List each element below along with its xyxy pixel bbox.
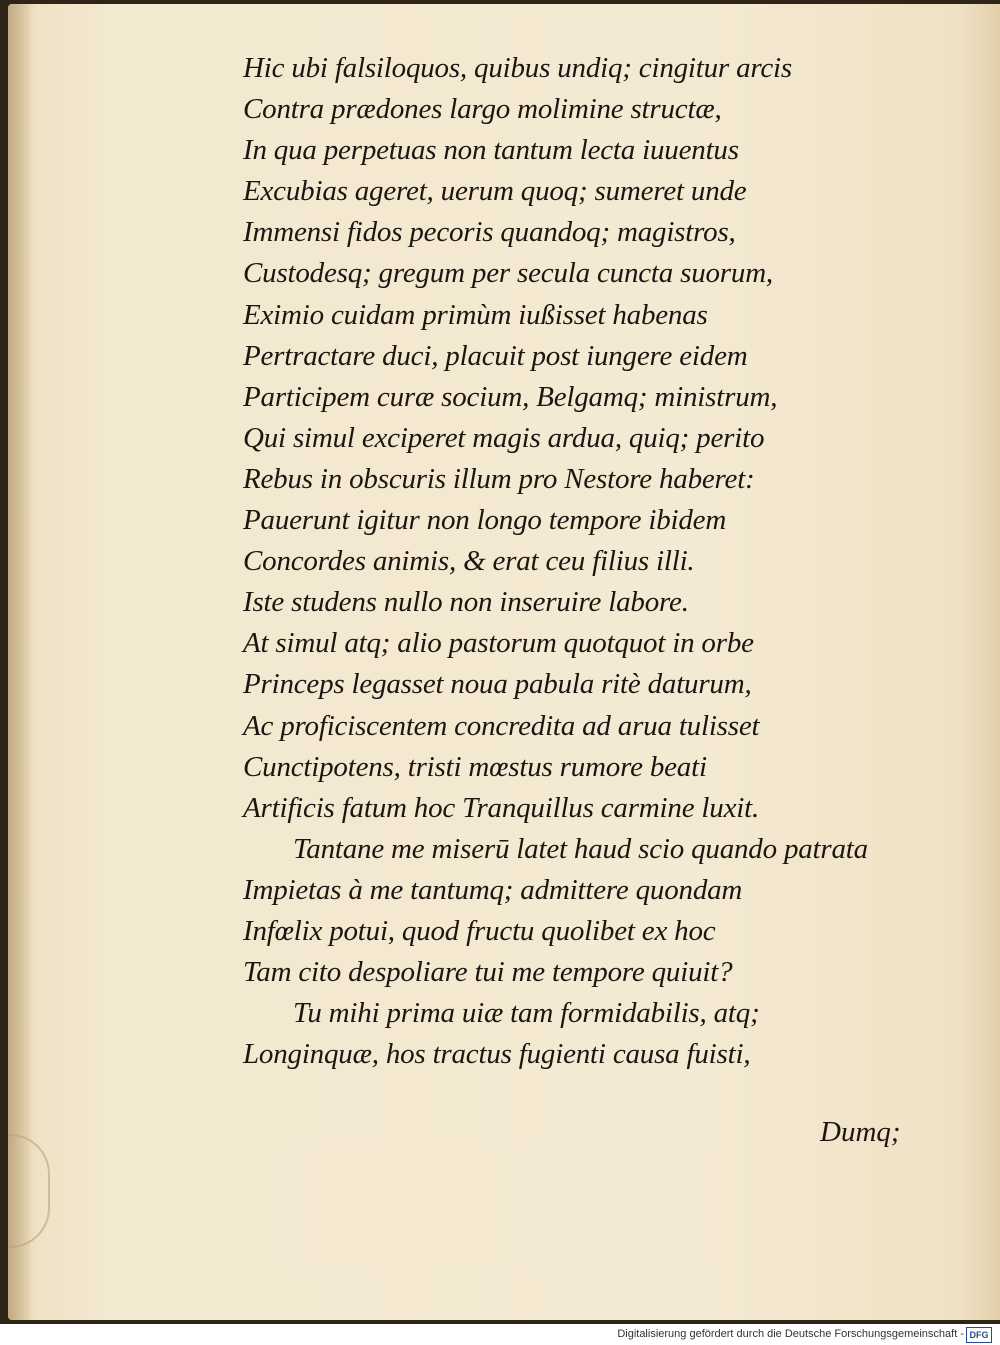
poem-line: In qua perpetuas non tantum lecta iuuentus	[243, 134, 739, 167]
poem-line: Longinquæ, hos tractus fugienti causa fuisti,	[243, 1038, 751, 1071]
poem-line: Tu mihi prima uiæ tam formidabilis, atq;	[293, 997, 760, 1030]
poem-line: Impietas à me tantumq; admittere quondam	[243, 873, 743, 906]
poem-line: Hic ubi falsiloquos, quibus undiq; cingitur arcis	[243, 52, 792, 84]
poem-line: Immensi fidos pecoris quandoq; magistros,	[243, 216, 736, 249]
poem-line: At simul atq; alio pastorum quotquot in orbe	[243, 627, 754, 660]
poem-line: Infœlix potui, quod fructu quolibet ex hoc	[243, 914, 716, 947]
poem-line: Pertractare duci, placuit post iungere eidem	[243, 339, 748, 372]
poem-line: Eximio cuidam primùm iußisset habenas	[243, 298, 708, 331]
poem-line: Ac proficiscentem concredita ad arua tulisset	[243, 709, 760, 742]
poem-line: Iste studens nullo non inseruire labore.	[243, 586, 689, 619]
poem-line: Custodesq; gregum per secula cuncta suorum,	[243, 257, 773, 290]
page-clip	[8, 1134, 50, 1248]
poem-line: Pauerunt igitur non longo tempore ibidem	[243, 504, 727, 537]
poem-line: Tantane me miserū latet haud scio quando patrata	[293, 832, 868, 865]
poem-line: Contra prædones largo molimine structæ,	[243, 93, 722, 126]
poem-line: Cunctipotens, tristi mœstus rumore beati	[243, 750, 707, 783]
poem-line: Participem curæ socium, Belgamq; ministrum,	[243, 380, 778, 413]
poem-line: Tam cito despoliare tui me tempore quiuit?	[243, 956, 733, 989]
catchword: Dumq;	[820, 1116, 901, 1148]
dfg-logo: DFG	[966, 1327, 992, 1343]
poem-line: Rebus in obscuris illum pro Nestore haberet:	[243, 462, 755, 495]
page-gutter	[8, 4, 30, 1320]
poem-line: Qui simul exciperet magis ardua, quiq; perito	[243, 421, 765, 454]
poem-line: Princeps legasset noua pabula ritè daturum,	[243, 668, 752, 701]
poem-text	[243, 48, 943, 1075]
poem-line: Concordes animis, & erat ceu filius illi.	[243, 545, 695, 578]
poem-line: Excubias ageret, uerum quoq; sumeret unde	[243, 175, 747, 208]
digitization-credit: Digitalisierung gefördert durch die Deutsche Forschungsgemeinschaft -	[617, 1328, 964, 1340]
poem-line: Artificis fatum hoc Tranquillus carmine luxit.	[243, 791, 760, 824]
